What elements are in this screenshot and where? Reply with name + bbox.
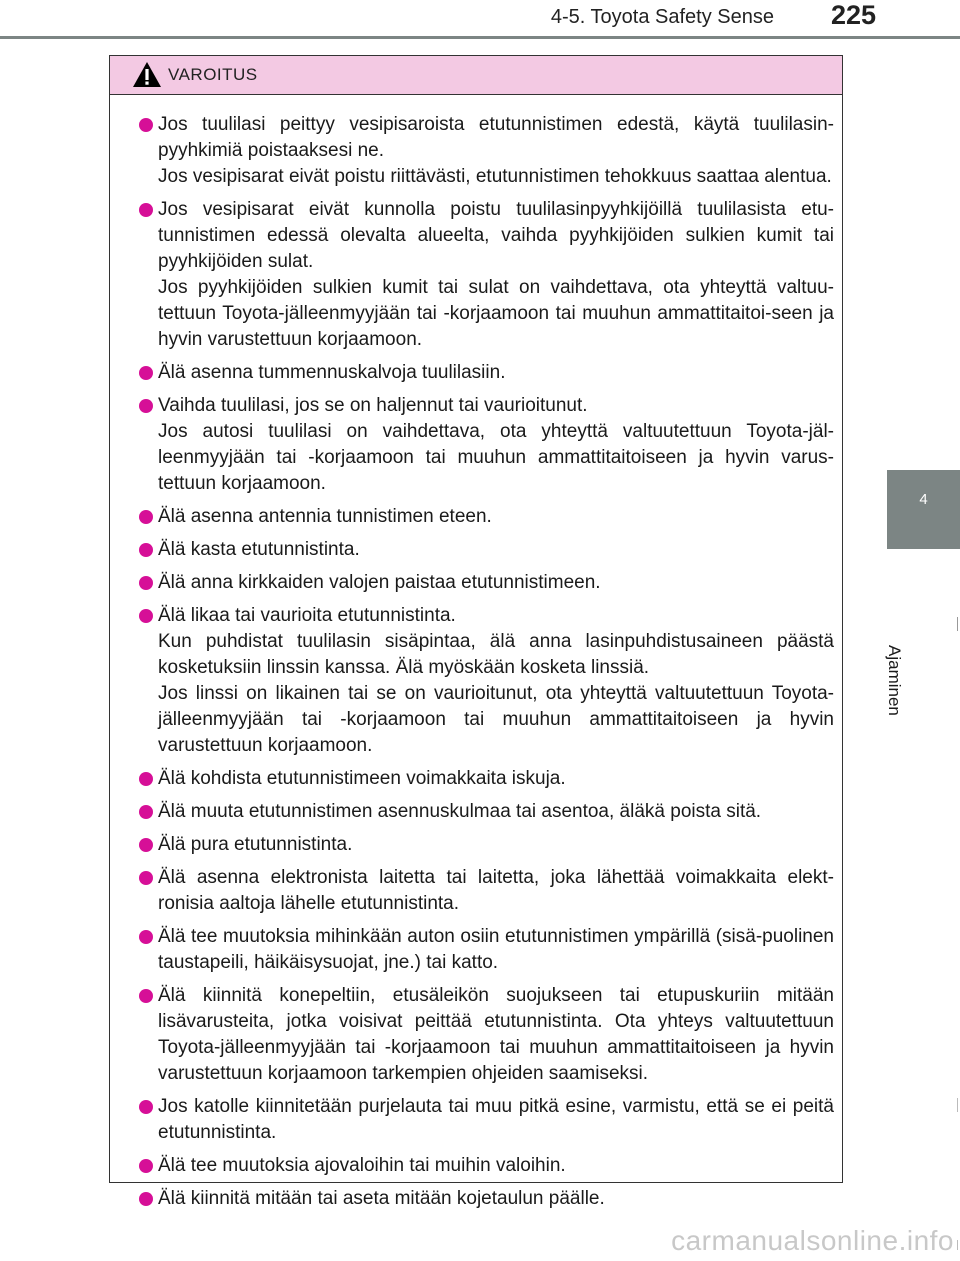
side-tick <box>957 617 958 631</box>
warning-title: VAROITUS <box>168 65 258 84</box>
side-tick <box>957 1098 958 1112</box>
warning-item <box>138 1094 834 1146</box>
warning-item-text: Älä muuta etutunnistimen asennuskulmaa tai asentoa, äläkä poista sitä. <box>158 801 762 822</box>
warning-item-text: Jos vesipisarat eivät kunnolla poistu tuulilasinpyyhkijöillä tuulilasista etu-tunnistimen edessä olevalta alueelta, vaihda pyyhkijöiden sulkien kumit tai pyyhkijöiden sulat. <box>158 199 834 272</box>
warning-item <box>138 504 834 530</box>
bullet-icon <box>139 871 153 885</box>
warning-item-text: Älä kiinnitä konepeltiin, etusäleikön suojukseen tai etupuskuriin mitään lisävarusteita, jotka voisivat peittää etutunnistinta. Ota yhteys valtuutettuun Toyota-jälleenmyyjään tai -korjaamoon tai muuhun ammattitaitoiseen ja hyvin varustettuun korjaamoon tarkempien ohjeiden saamiseksi. <box>158 985 834 1084</box>
bullet-icon <box>139 805 153 819</box>
warning-item-text: Jos autosi tuulilasi on vaihdettava, ota yhteyttä valtuutettuun Toyota-jäl-leenmyyjään tai -korjaamoon tai muuhun ammattitaitoiseen ja hyvin varus-tettuun korjaamoon. <box>158 421 834 494</box>
bullet-icon <box>139 399 153 413</box>
warning-item-text: Jos katolle kiinnitetään purjelauta tai muu pitkä esine, varmistu, että se ei peitä etutunnistinta. <box>158 1096 834 1143</box>
warning-item-text: Älä kasta etutunnistinta. <box>158 539 360 560</box>
warning-item-text: Jos tuulilasi peittyy vesipisaroista etutunnistimen edestä, käytä tuulilasin-pyyhkimiä poistaaksesi ne. <box>158 114 834 161</box>
bullet-icon <box>139 838 153 852</box>
page-number: 225 <box>830 0 876 30</box>
bullet-icon <box>139 1192 153 1206</box>
warning-item <box>138 799 834 825</box>
warning-item-text: Vaihda tuulilasi, jos se on haljennut tai vaurioitunut. <box>158 395 588 416</box>
warning-item-text: Älä asenna tummennuskalvoja tuulilasiin. <box>158 362 506 383</box>
warning-item <box>138 766 834 792</box>
warning-item-text: Älä asenna antennia tunnistimen eteen. <box>158 506 492 527</box>
warning-item-text: Kun puhdistat tuulilasin sisäpintaa, älä anna lasinpuhdistusaineen päästä kosketuksiin linssin kanssa. Älä myöskään kosketa linssiä. <box>158 631 834 678</box>
warning-box <box>109 55 843 1209</box>
warning-item-text: Jos pyyhkijöiden sulkien kumit tai sulat on vaihdettava, ota yhteyttä valtuu-tettuun Toyota-jälleenmyyjään tai -korjaamoon tai muuhun ammattitaitoi-seen ja hyvin varustettuun korjaamoon. <box>158 277 834 350</box>
warning-item-text: Älä kohdista etutunnistimeen voimakkaita iskuja. <box>158 768 566 789</box>
warning-item-text: Älä asenna elektronista laitetta tai laitetta, joka lähettää voimakkaita elekt-ronisia aaltoja lähelle etutunnistinta. <box>158 867 834 914</box>
section-title: 4-5. Toyota Safety Sense <box>550 6 774 28</box>
warning-item <box>138 570 834 596</box>
warning-item <box>138 924 834 976</box>
bullet-icon <box>139 609 153 623</box>
bullet-icon <box>139 576 153 590</box>
bullet-icon <box>139 543 153 557</box>
warning-item-text: Älä tee muutoksia ajovaloihin tai muihin valoihin. <box>158 1155 566 1176</box>
warning-item <box>138 393 834 497</box>
bullet-icon <box>139 118 153 132</box>
warning-item <box>138 197 834 353</box>
side-tick <box>957 1240 958 1250</box>
bullet-icon <box>139 930 153 944</box>
warning-item-text: Älä anna kirkkaiden valojen paistaa etutunnistimeen. <box>158 572 601 593</box>
chapter-title: Ajaminen <box>885 645 904 716</box>
bullet-icon <box>139 989 153 1003</box>
warning-header <box>110 56 842 95</box>
warning-item-text: Älä likaa tai vaurioita etutunnistinta. <box>158 605 456 626</box>
warning-item <box>138 112 834 190</box>
warning-item <box>138 1153 834 1179</box>
warning-item <box>138 603 834 759</box>
warning-item-text: Älä pura etutunnistinta. <box>158 834 353 855</box>
warning-triangle-icon <box>132 61 162 88</box>
warning-item <box>138 832 834 858</box>
warning-item <box>138 360 834 386</box>
chapter-number: 4 <box>919 491 928 508</box>
bullet-icon <box>139 366 153 380</box>
chapter-tab <box>887 470 960 549</box>
page-header <box>0 0 960 40</box>
warning-item <box>138 983 834 1087</box>
header-rule <box>0 36 960 39</box>
warning-item <box>138 537 834 563</box>
warning-item-text: Jos vesipisarat eivät poistu riittävästi, etutunnistimen tehokkuus saattaa alentua. <box>158 166 832 187</box>
warning-item-text: Älä kiinnitä mitään tai aseta mitään kojetaulun päälle. <box>158 1188 605 1209</box>
bullet-icon <box>139 203 153 217</box>
bullet-icon <box>139 772 153 786</box>
bullet-icon <box>139 510 153 524</box>
warning-item <box>138 865 834 917</box>
watermark: carmanualsonline.info <box>671 1225 954 1256</box>
warning-item-text: Jos linssi on likainen tai se on vaurioitunut, ota yhteyttä valtuutettuun Toyota-jälleenmyyjään tai -korjaamoon tai muuhun ammattitaitoiseen ja hyvin varustettuun korjaamoon. <box>158 683 834 756</box>
warning-item <box>138 1186 834 1212</box>
bullet-icon <box>139 1159 153 1173</box>
warning-item-text: Älä tee muutoksia mihinkään auton osiin etutunnistimen ympärillä (sisä-puolinen taustapeili, häikäisysuojat, jne.) tai katto. <box>158 926 834 973</box>
warning-list <box>110 95 842 1212</box>
bullet-icon <box>139 1100 153 1114</box>
